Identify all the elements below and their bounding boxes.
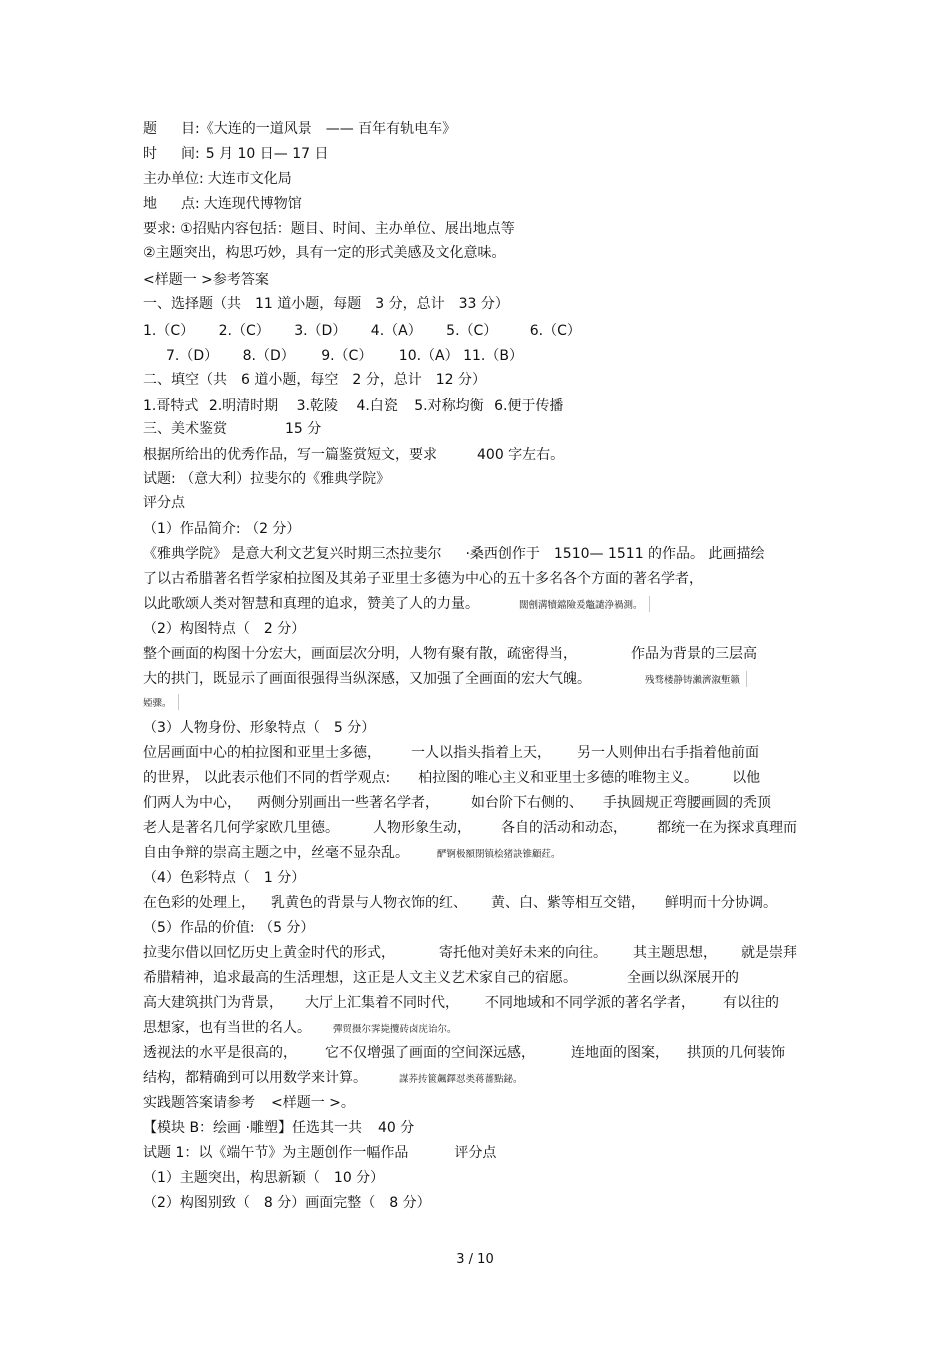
point-3-line-1 [143,744,759,762]
garbled-text: 残骛楼静铸瀨濟溆塹籟 [645,675,741,686]
page-number: 3 / 10 [456,1252,494,1267]
mc-answer: 4.（A） [370,323,422,339]
text-fragment: 柏拉图的唯心主义和亚里士多德的唯物主义。 [418,770,699,786]
text-fragment: 黄、白、紫等相互交错， [491,895,645,911]
organizer-label: 主办单位: [143,171,204,187]
divider [649,596,650,612]
place-label-a: 地 [143,196,157,212]
text-fragment: 如台阶下右侧的、 [471,795,583,811]
text-fragment: 大的拱门，既显示了画面很强得当纵深感，又加强了全画面的宏大气魄。 [143,671,591,687]
point-1-line-2: 了以古希腊著名哲学家柏拉图及其弟子亚里士多德为中心的五十多名各个方面的著名学者， [143,571,703,587]
point-6-line-2 [143,1069,523,1089]
divider [746,671,747,687]
garbled-text: 闊劊溝犢鐺險爰鼈譴浄禍測。 [519,600,643,611]
text-fragment: 另一人则伸出右手指着他前面 [577,745,759,761]
text-fragment: 两侧分别画出一些著名学者， [257,795,439,811]
text-fragment: 寄托他对美好未来的向往。 [439,945,607,961]
text-fragment: 它不仅增强了画面的空间深远感， [325,1045,535,1061]
mc-answer: 2.（C） [218,323,270,339]
section-3-points: 15 分 [285,421,322,437]
text-fragment: 拉斐尔借以回忆历史上黄金时代的形式， [143,945,395,961]
module-b-heading [143,1119,414,1137]
point-1-heading: （1）作品简介: （2 分） [143,521,301,537]
title-label-a: 题 [143,121,157,137]
point-3-line-5 [143,844,561,864]
text-fragment: 在色彩的处理上， [143,895,255,911]
point-3-line-2 [143,769,760,787]
mc-answer: 3.（D） [294,323,347,339]
mc-answer: 11.（B） [463,348,523,364]
place-value: 大连现代博物馆 [203,196,302,212]
point-4-heading: （4）色彩特点（ 1 分） [143,870,306,886]
title-value: 《大连的一道风景 —— 百年有轨电车》 [199,121,457,137]
text-fragment: 40 分 [377,1120,415,1136]
text-fragment: 以此歌颂人类对智慧和真理的追求，赞美了人的力量。 [143,596,479,612]
instruction-text: 根据所给出的优秀作品，写一篇鉴赏短文，要求 [143,447,437,463]
text-fragment: 思想家，也有当世的名人。 [143,1020,311,1036]
point-2-line-1 [143,645,757,663]
requirement-2: ②主题突出，构思巧妙，具有一定的形式美感及文化意味。 [143,245,506,261]
text-fragment: 全画以纵深展开的 [627,970,739,986]
point-1-line-1 [143,545,765,563]
garbled-text: 謀荞抟篋飆鐸怼类蒋薔點鉍。 [399,1074,523,1085]
text-fragment: 老人是著名几何学家欧几里德。 [143,820,339,836]
section-2-heading: 二、填空（共 6 道小题，每空 2 分，总计 12 分） [143,372,486,388]
text-fragment: 乳黄色的背景与人物衣饰的红、 [271,895,467,911]
info-organizer-line [143,170,292,188]
time-value: 5 月 10 日— 17 日 [205,146,329,162]
mc-answers-row-2 [166,347,523,365]
practice-reference [143,1094,355,1112]
info-time-line [143,145,329,163]
mc-answer: 6.（C） [529,323,581,339]
text-fragment: 其主题思想， [633,945,717,961]
text-fragment: 连地面的图案， [571,1045,669,1061]
text-fragment: 不同地域和不同学派的著名学者， [485,995,695,1011]
text-fragment: 透视法的水平是很高的， [143,1045,297,1061]
point-5-line-3 [143,994,779,1012]
text-fragment: <样题一 >。 [271,1095,355,1111]
divider [178,694,179,710]
section-3-test: 试题: （意大利）拉斐尔的《雅典学院》 [143,471,391,487]
section-3-title: 三、美术鉴赏 [143,421,227,437]
point-1-line-3 [143,595,650,615]
text-fragment: 各自的活动和动态， [501,820,627,836]
text-fragment: 的世界， 以此表示他们不同的哲学观点: [143,770,391,786]
text-fragment: 以他 [732,770,761,786]
point-5-line-1 [143,944,797,962]
mc-answer: 7.（D） [166,348,219,364]
text-fragment: 希腊精神，追求最高的生活理想，这正是人文主义艺术家自己的宿愿。 [143,970,577,986]
text-fragment: 试题 1：以《端午节》为主题创作一幅作品 [143,1145,409,1161]
fill-answer: 2.明清时期 [208,398,279,414]
text-fragment: 《雅典学院》 是意大利文艺复兴时期三杰拉斐尔 [143,546,442,562]
info-title-line [143,120,456,138]
text-fragment: ·桑西创作于 1510— 1511 的作品。 此画描绘 [465,546,765,562]
requirement-1: 要求: ①招贴内容包括：题目、时间、主办单位、展出地点等 [143,221,515,237]
text-fragment: 结构，都精确到可以用数学来计算。 [143,1070,367,1086]
text-fragment: 手执圆规正弯腰画圆的秃顶 [603,795,771,811]
text-fragment: 高大建筑拱门为背景， [143,995,283,1011]
point-3-line-4 [143,819,797,837]
text-fragment: 都统一在为探求真理而 [657,820,797,836]
mc-answers-row-1 [143,322,581,340]
text-fragment: 自由争辩的崇高主题之中，丝毫不显杂乱。 [143,845,409,861]
mc-answer: 8.（D） [242,348,295,364]
garbled-text: 酽锕极額閉镇桧猪訣锥顧荭。 [437,849,561,860]
time-label-b: 间: [181,146,200,162]
organizer-value: 大连市文化局 [207,171,292,187]
instruction-length: 400 字左右。 [477,447,565,463]
test-1-line [143,1144,496,1162]
fill-answer: 3.乾陵 [296,398,338,414]
mc-answer: 5.（C） [446,323,498,339]
text-fragment: 大厅上汇集着不同时代， [305,995,459,1011]
place-label-b: 点: [181,196,200,212]
info-place-line [143,195,302,213]
score-points-label: 评分点 [143,495,185,511]
fill-answer: 6.便于传播 [494,398,564,414]
text-fragment: 整个画面的构图十分宏大，画面层次分明，人物有聚有散，疏密得当， [143,646,577,662]
point-2-line-2 [143,670,747,690]
fill-answer: 4.白瓷 [356,398,398,414]
garbled-text: 婭骤。 [143,698,172,709]
text-fragment: 们两人为中心， [143,795,241,811]
fill-answer: 1.哥特式 [143,398,199,414]
time-label-a: 时 [143,146,157,162]
fill-answer: 5.对称均衡 [414,398,484,414]
point-2-heading: （2）构图特点（ 2 分） [143,621,306,637]
answers-heading: <样题一 >参考答案 [143,272,269,288]
section-1-heading: 一、选择题（共 11 道小题，每题 3 分，总计 33 分） [143,296,509,312]
mc-answer: 1.（C） [143,323,195,339]
point-6-line-1 [143,1044,785,1062]
text-fragment: 拱顶的几何装饰 [687,1045,785,1061]
text-fragment: 作品为背景的三层高 [631,646,757,662]
criterion-2: （2）构图别致（ 8 分）画面完整（ 8 分） [143,1195,431,1211]
point-4-line-1 [143,894,777,912]
text-fragment: 一人以指头指着上天， [411,745,551,761]
garbled-text: 彈贸摄尔霁毙攬砖卤庑诒尔。 [333,1024,457,1035]
point-5-line-2 [143,969,739,987]
point-2-line-3 [143,693,179,713]
fill-answers-row [143,397,563,415]
point-5-line-4 [143,1019,457,1039]
text-fragment: 有以往的 [723,995,779,1011]
criterion-1: （1）主题突出，构思新颖（ 10 分） [143,1170,385,1186]
text-fragment: 就是崇拜 [741,945,797,961]
section-3-heading [143,420,321,438]
text-fragment: 实践题答案请参考 [143,1095,255,1111]
mc-answer: 9.（C） [321,348,373,364]
point-3-heading: （3）人物身份、形象特点（ 5 分） [143,720,376,736]
text-fragment: 鲜明而十分协调。 [665,895,777,911]
section-3-instruction [143,446,564,464]
text-fragment: 评分点 [454,1145,497,1161]
text-fragment: 【模块 B：绘画 ·雕塑】任选其一共 [143,1120,362,1136]
point-5-heading: （5）作品的价值: （5 分） [143,920,315,936]
point-3-line-3 [143,794,771,812]
text-fragment: 位居画面中心的柏拉图和亚里士多德， [143,745,381,761]
mc-answer: 10.（A） [398,348,459,364]
text-fragment: 人物形象生动， [373,820,471,836]
title-label-b: 目: [181,121,200,137]
